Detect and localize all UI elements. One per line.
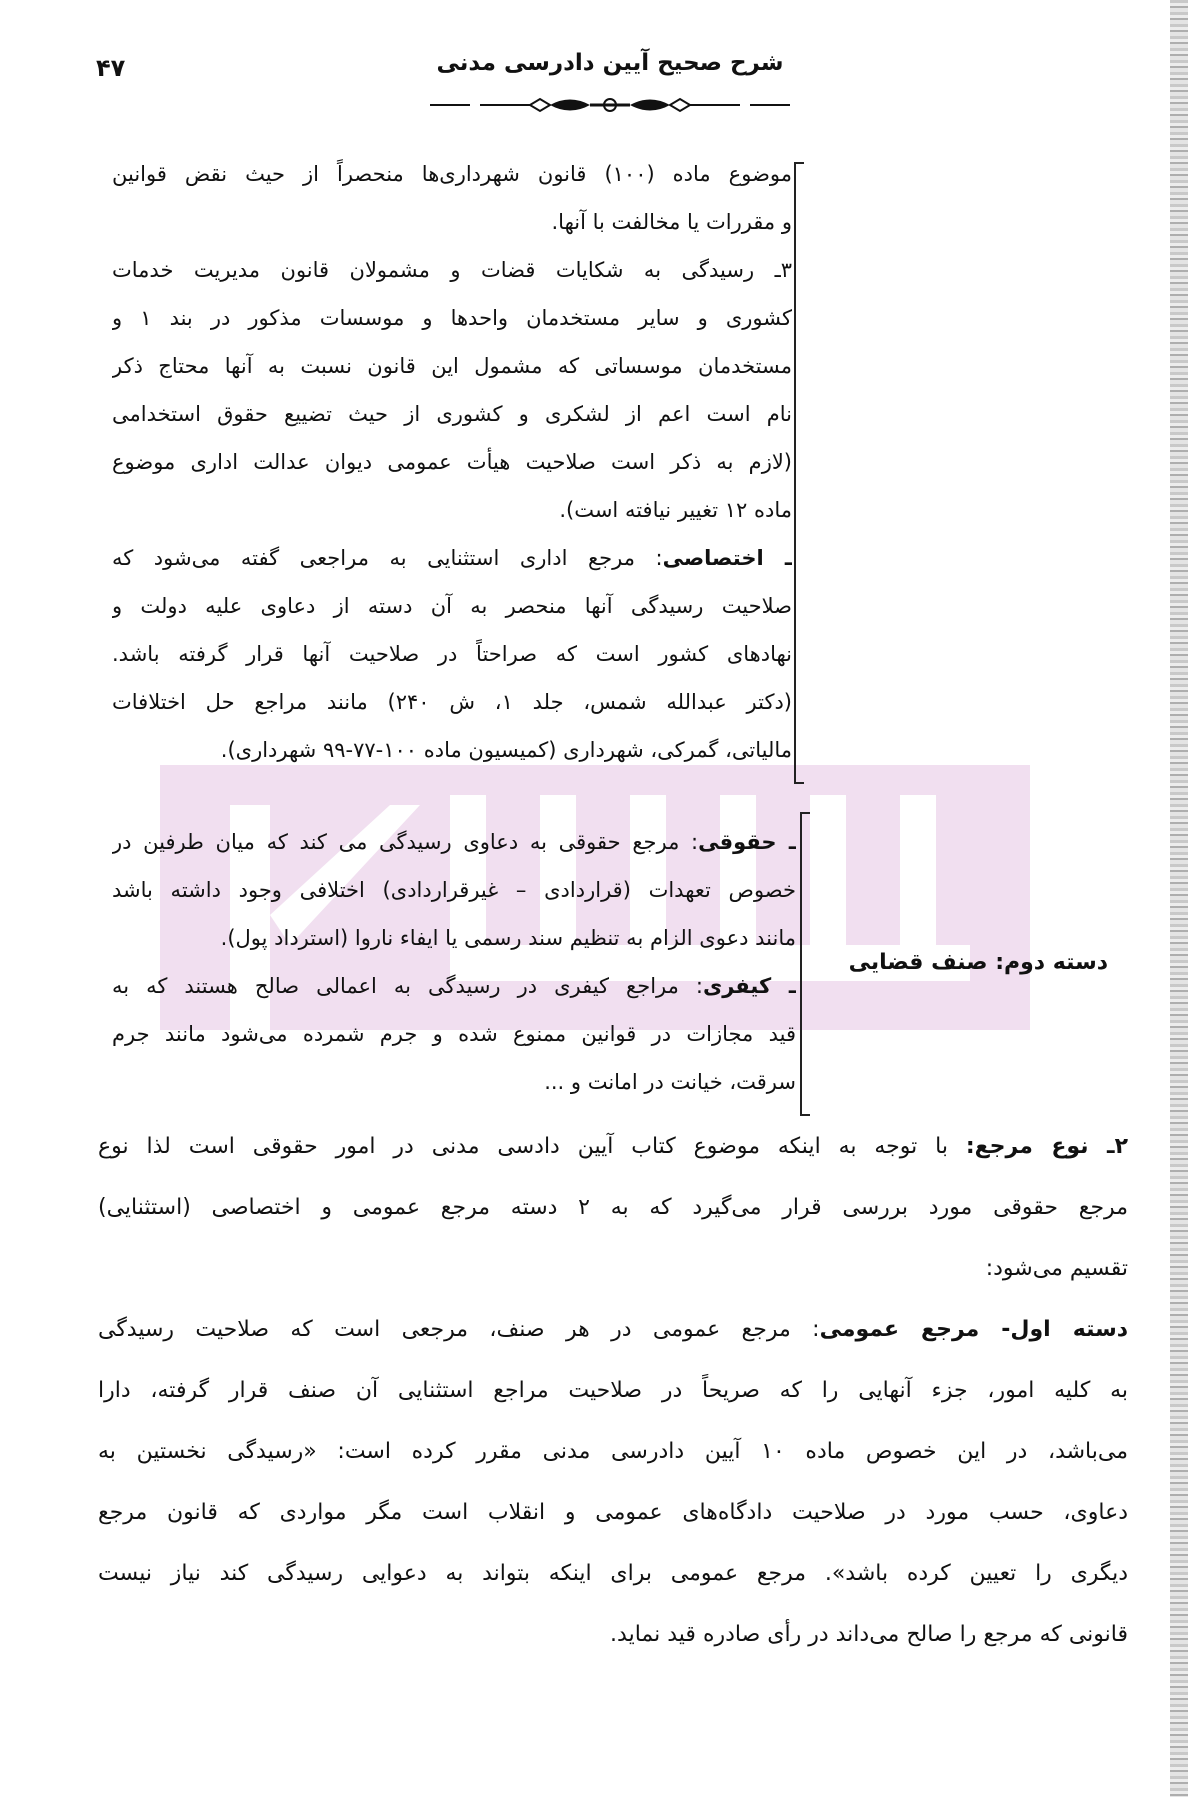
section-heading: ۲ـ نوع مرجع:: [965, 1134, 1128, 1159]
box-judicial-references: [112, 818, 796, 1106]
running-header-title: شرح صحیح آیین دادرسی مدنی: [436, 50, 784, 76]
bracket-box1: [794, 162, 804, 784]
scan-edge: [1170, 0, 1188, 1797]
ornament-divider: [430, 94, 790, 116]
text-line: قانونی که مرجع را صالح می‌داند در رأی صادره قید نماید.: [610, 1622, 1128, 1647]
text-line: (دکتر عبدالله شمس، جلد ۱، ش ۲۴۰) مانند مراجع حل اختلافات: [112, 690, 792, 714]
text-line: کشوری و سایر مستخدمان واحدها و موسسات مذکور در بند ۱ و: [112, 306, 792, 330]
text-line: دعاوی، حسب مورد در صلاحیت دادگاه‌های عمومی و انقلاب است مگر مواردی که قانون مرجع: [98, 1500, 1128, 1525]
text-line: صلاحیت رسیدگی آنها منحصر به آن دسته از دعاوی علیه دولت و: [112, 594, 792, 618]
box-administrative-references: [112, 150, 792, 774]
text-line: سرقت، خیانت در امانت و ...: [544, 1070, 796, 1094]
text-line: ۲ـ نوع مرجع: با توجه به اینکه موضوع کتاب آیین دادسی مدنی در امور حقوقی است لذا نوع: [98, 1134, 1128, 1159]
text-line: ـ اختصاصی: مرجع اداری استثنایی به مراجعی گفته می‌شود که: [112, 546, 792, 570]
text-line: تقسیم می‌شود:: [985, 1256, 1128, 1281]
term-heading: ـ اختصاصی: [662, 546, 792, 570]
text-line: قید مجازات در قوانین ممنوع شده و جرم شمرده می‌شود مانند جرم: [112, 1022, 796, 1046]
body-text: [98, 1116, 1128, 1665]
text-line: (لازم به ذکر است صلاحیت هیأت عمومی دیوان عدالت اداری موضوع: [112, 450, 792, 474]
text-line: ۳ـ رسیدگی به شکایات قضات و مشمولان قانون مدیریت خدمات: [112, 258, 792, 282]
text-line: به کلیه امور، جزء آنهایی را که صریحاً در صلاحیت مراجع استثنایی آن صنف قرار گرفته، دارا: [98, 1378, 1128, 1403]
page-number: ۴۷: [96, 54, 126, 82]
text-line: ماده ۱۲ تغییر نیافته است).: [559, 498, 792, 522]
text-line: مالیاتی، گمرکی، شهرداری (کمیسیون ماده ۱۰۰-۷۷-۹۹ شهرداری).: [220, 738, 792, 762]
text-line: ـ حقوقی: مرجع حقوقی به دعاوی رسیدگی می کند که میان طرفین در: [112, 830, 796, 854]
text-line: موضوع ماده (۱۰۰) قانون شهرداری‌ها منحصراً از حیث نقض قوانین: [112, 162, 792, 186]
text-line: دیگری را تعیین کرده باشد». مرجع عمومی برای اینکه بتواند به دعوایی رسیدگی کند نیاز نیست: [98, 1561, 1128, 1586]
text-line: نهادهای کشور است که صراحتاً در صلاحیت آنها قرار گرفته باشد.: [112, 642, 792, 666]
text-line: مانند دعوی الزام به تنظیم سند رسمی یا ایفاء ناروا (استرداد پول).: [220, 926, 796, 950]
text-line: می‌باشد، در این خصوص ماده ۱۰ آیین دادرسی مدنی مقرر کرده است: «رسیدگی نخستین به: [98, 1439, 1128, 1464]
text-line: ـ کیفری: مراجع کیفری در رسیدگی به اعمالی صالح هستند که به: [112, 974, 796, 998]
side-label-judicial-category: دسته دوم: صنف قضایی: [848, 950, 1108, 975]
bracket-box2: [800, 812, 810, 1116]
term-heading: ـ حقوقی: [698, 830, 796, 854]
text-line: مستخدمان موسساتی که مشمول این قانون نسبت به آنها محتاج ذکر: [112, 354, 792, 378]
text-line: دسته اول- مرجع عمومی: مرجع عمومی در هر صنف، مرجعی است که صلاحیت رسیدگی: [98, 1317, 1128, 1342]
text-line: نام است اعم از لشکری و کشوری از حیث تضییع حقوق استخدامی: [112, 402, 792, 426]
text-line: و مقررات یا مخالفت با آنها.: [551, 210, 792, 234]
section-heading: دسته اول- مرجع عمومی: [819, 1317, 1128, 1342]
text-line: مرجع حقوقی مورد بررسی قرار می‌گیرد که به ۲ دسته مرجع عمومی و اختصاصی (استثنایی): [98, 1195, 1128, 1220]
text-line: خصوص تعهدات (قراردادی – غیرقراردادی) اختلافی وجود داشته باشد: [112, 878, 796, 902]
term-heading: ـ کیفری: [702, 974, 796, 998]
